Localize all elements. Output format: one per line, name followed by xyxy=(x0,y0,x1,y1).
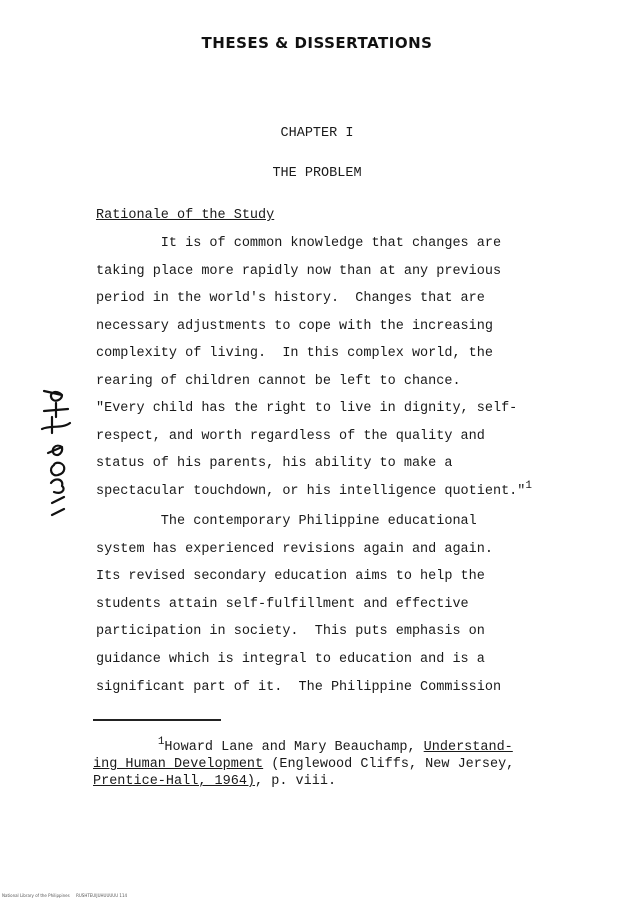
body-line-with-footnote xyxy=(96,480,532,499)
body-line: respect, and worth regardless of the quality and xyxy=(96,429,485,444)
body-line: significant part of it. The Philippine Commission xyxy=(96,680,502,695)
footnote-text: (Englewood Cliffs, New Jersey, xyxy=(263,757,515,772)
body-line: rearing of children cannot be left to chance. xyxy=(96,374,461,389)
chapter-title: THE PROBLEM xyxy=(272,166,362,181)
footnote-marker: 1 xyxy=(157,736,165,748)
footnote-line xyxy=(93,736,513,755)
footnote-book-title: Understand- xyxy=(423,740,513,755)
body-line-text: spectacular touchdown, or his intelligence quotient." xyxy=(96,484,526,499)
footer-library-credit: National Library of the Philippines RUSHTEUIJUHUUUUU 114 xyxy=(2,893,128,898)
body-line: complexity of living. In this complex world, the xyxy=(96,346,493,361)
body-line: status of his parents, his ability to make a xyxy=(96,456,453,471)
body-line: guidance which is integral to education and is a xyxy=(96,652,485,667)
chapter-number: CHAPTER I xyxy=(280,126,354,141)
footnote-publisher: Prentice-Hall, 1964) xyxy=(93,774,256,789)
section-heading: Rationale of the Study xyxy=(96,208,275,223)
body-line: participation in society. This puts emphasis on xyxy=(96,624,485,639)
footnote-line xyxy=(93,757,514,772)
footnote-reference: 1 xyxy=(525,480,532,492)
footnote-separator xyxy=(93,719,221,721)
footnote-book-title: ing Human Development xyxy=(93,757,264,772)
footnote-text: Howard Lane and Mary Beauchamp, xyxy=(164,740,424,755)
body-line: system has experienced revisions again and again. xyxy=(96,542,493,557)
body-line: "Every child has the right to live in dignity, self- xyxy=(96,401,518,416)
body-line: The contemporary Philippine educational xyxy=(96,514,477,529)
theses-dissertations-stamp: THESES & DISSERTATIONS xyxy=(201,34,433,52)
body-line: taking place more rapidly now than at any previous xyxy=(96,264,502,279)
body-line: period in the world's history. Changes that are xyxy=(96,291,485,306)
body-line: students attain self-fulfillment and effective xyxy=(96,597,469,612)
footnote-text: , p. viii. xyxy=(255,774,337,789)
footnote-line xyxy=(93,774,336,789)
margin-handwriting xyxy=(22,385,82,520)
body-line: necessary adjustments to cope with the increasing xyxy=(96,319,493,334)
body-line: It is of common knowledge that changes are xyxy=(96,236,502,251)
body-line: Its revised secondary education aims to help the xyxy=(96,569,485,584)
